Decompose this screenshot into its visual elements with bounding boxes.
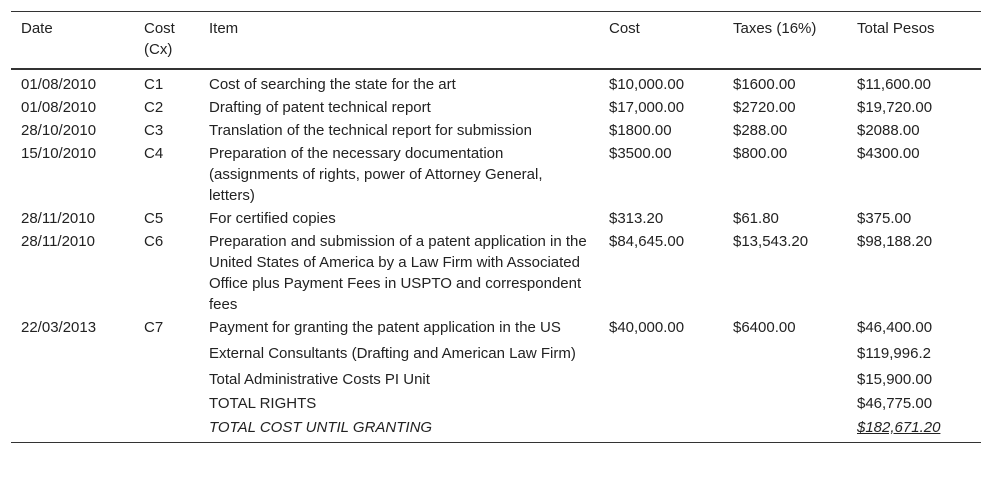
header-date: Date (11, 12, 134, 70)
header-total-pesos: Total Pesos (847, 12, 981, 70)
cell-code: C2 (144, 99, 164, 116)
cell-total: $2088.00 (857, 122, 920, 139)
cell-total: $375.00 (857, 210, 912, 227)
table-row (11, 208, 981, 231)
cell-total: $98,188.20 (857, 233, 933, 250)
table-row (11, 97, 981, 120)
cell-item: Payment for granting the patent application in the US (209, 319, 561, 336)
cell-total: $19,720.00 (857, 99, 933, 116)
cell-taxes: $2720.00 (733, 99, 796, 116)
cell-code: C1 (144, 76, 164, 93)
cell-taxes: $6400.00 (733, 319, 796, 336)
header-cost-code: Cost (Cx) (134, 12, 199, 70)
patent-cost-table (11, 11, 981, 443)
summary-total: $46,775.00 (857, 395, 933, 412)
cell-taxes: $61.80 (733, 210, 779, 227)
cell-item: Cost of searching the state for the art (209, 76, 456, 93)
header-cost: Cost (599, 12, 723, 70)
cell-cost: $84,645.00 (609, 233, 685, 250)
cell-taxes: $800.00 (733, 145, 788, 162)
cell-code: C4 (144, 145, 164, 162)
cell-taxes: $288.00 (733, 122, 788, 139)
cell-date: 28/10/2010 (21, 122, 97, 139)
summary-row-total-cost-until-granting (11, 416, 981, 443)
cell-cost: $40,000.00 (609, 319, 685, 336)
cell-total: $46,400.00 (857, 319, 933, 336)
table-body (11, 69, 981, 443)
cell-cost: $17,000.00 (609, 99, 685, 116)
cell-taxes: $1600.00 (733, 76, 796, 93)
cell-date: 01/08/2010 (21, 99, 97, 116)
cell-cost: $313.20 (609, 210, 664, 227)
cell-total: $11,600.00 (857, 76, 931, 93)
table-row (11, 317, 981, 342)
cell-taxes: $13,543.20 (733, 233, 809, 250)
cell-item: For certified copies (209, 210, 336, 227)
summary-item: External Consultants (Drafting and American Law Firm) (209, 345, 576, 362)
cell-date: 15/10/2010 (21, 145, 97, 162)
summary-item: Total Administrative Costs PI Unit (209, 371, 430, 388)
table-row (11, 69, 981, 97)
summary-total: $119,996.2 (857, 345, 931, 362)
cell-date: 22/03/2013 (21, 319, 97, 336)
cell-code: C6 (144, 233, 164, 250)
table-row (11, 143, 981, 208)
summary-row-total-rights (11, 392, 981, 416)
table-row (11, 231, 981, 317)
table-header (11, 12, 981, 70)
header-row (11, 12, 981, 70)
summary-row-external-consultants (11, 342, 981, 368)
header-taxes: Taxes (16%) (723, 12, 847, 70)
cell-date: 28/11/2010 (21, 233, 95, 250)
header-item: Item (199, 12, 599, 70)
summary-item: TOTAL RIGHTS (209, 395, 317, 412)
grand-total-label: TOTAL COST UNTIL GRANTING (209, 419, 433, 436)
cell-date: 28/11/2010 (21, 210, 95, 227)
cell-cost: $10,000.00 (609, 76, 685, 93)
grand-total-value: $182,671.20 (857, 419, 941, 436)
cell-cost: $3500.00 (609, 145, 672, 162)
cell-item: Drafting of patent technical report (209, 99, 431, 116)
summary-row-administrative-costs (11, 368, 981, 392)
cell-code: C5 (144, 210, 164, 227)
table-row (11, 120, 981, 143)
cell-total: $4300.00 (857, 145, 920, 162)
cell-item: Translation of the technical report for submission (209, 122, 532, 139)
cell-cost: $1800.00 (609, 122, 672, 139)
cell-code: C7 (144, 319, 164, 336)
summary-total: $15,900.00 (857, 371, 933, 388)
cell-code: C3 (144, 122, 164, 139)
cell-date: 01/08/2010 (21, 76, 97, 93)
cell-item: Preparation and submission of a patent application in the United States of America by a Law Firm with Associated Office plus Payment Fees in USPTO and correspondent fees (209, 233, 587, 313)
cell-item: Preparation of the necessary documentation (assignments of rights, power of Attorney General, letters) (209, 145, 543, 204)
